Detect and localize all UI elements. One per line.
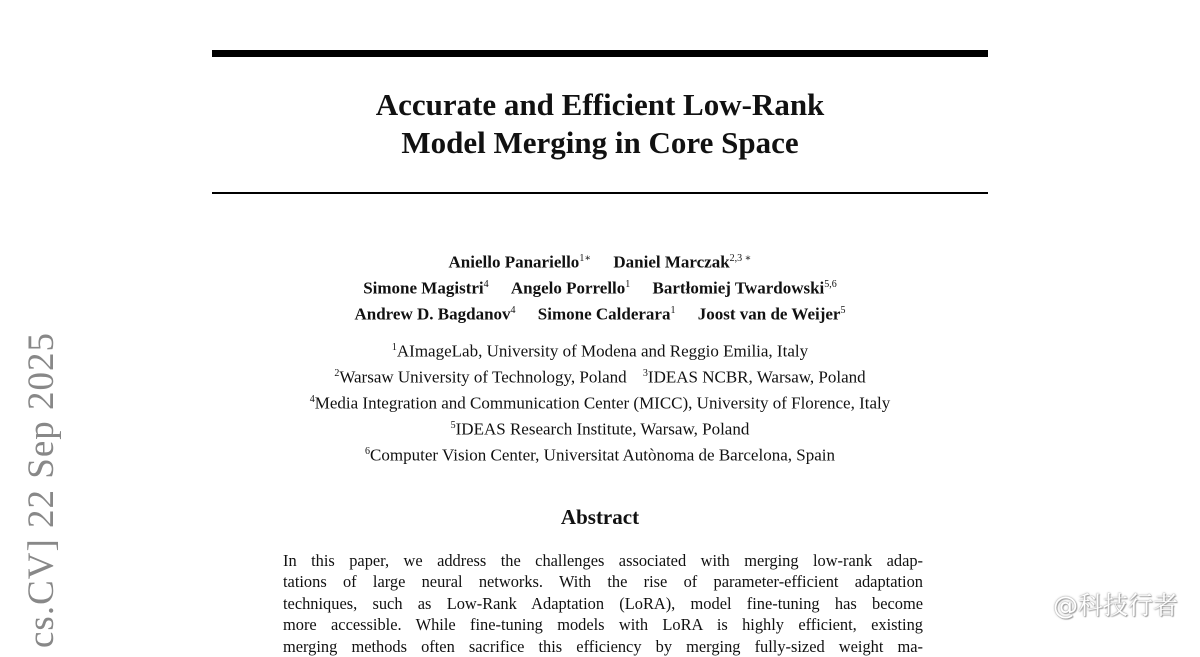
author: Andrew D. Bagdanov$^4$: [354, 304, 516, 324]
abstract-line: techniques, such as Low-Rank Adaptation (LoRA), model fine-tuning has become: [283, 593, 923, 613]
abstract-line: tations of large neural networks. With the rise of parameter-efficient adaptation: [283, 572, 923, 592]
title-line-1: Accurate and Efficient Low-Rank: [375, 87, 825, 122]
arxiv-identifier-stamp: cs.CV] 22 Sep 2025: [21, 331, 62, 648]
author: Simone Magistri$^4$: [363, 278, 489, 298]
affiliation-row: [212, 441, 988, 467]
affiliation: $^1$AImageLab, University of Modena and Reggio Emilia, Italy: [391, 341, 809, 361]
abstract-line: In this paper, we address the challenges associated with merging low-rank adap-: [283, 551, 923, 570]
author-row: [212, 248, 988, 274]
affiliation-row: [212, 363, 988, 389]
abstract-line: merging methods often sacrifice this efficiency by merging fully-sized weight ma-: [283, 636, 923, 656]
author: Simone Calderara$^1$: [537, 304, 676, 324]
author-row: [212, 274, 988, 300]
affiliation: $^6$Computer Vision Center, Universitat Autònoma de Barcelona, Spain: [365, 445, 835, 465]
affiliation-row: [212, 389, 988, 415]
author: Joost van de Weijer$^5$: [697, 304, 846, 324]
affiliation: $^4$Media Integration and Communication Center (MICC), University of Florence, Italy: [309, 393, 891, 413]
source-watermark: @科技行者: [1052, 591, 1178, 620]
abstract-heading: Abstract: [560, 505, 640, 529]
abstract-body: [283, 550, 923, 657]
author: Angelo Porrello$^1$: [510, 278, 631, 298]
affiliation: $^3$IDEAS NCBR, Warsaw, Poland: [642, 367, 866, 387]
abstract-line: more accessible. While fine-tuning models with LoRA is highly efficient, existing: [283, 615, 923, 635]
title-line-2: Model Merging in Core Space: [401, 125, 799, 160]
author-row: [212, 300, 988, 326]
affiliation: $^5$IDEAS Research Institute, Warsaw, Poland: [450, 419, 750, 439]
author-list: [212, 248, 988, 326]
author: Bartłomiej Twardowski$^{5,6}$: [652, 278, 837, 298]
paper-title: [212, 86, 988, 162]
title-top-rule: [212, 50, 988, 57]
author: Daniel Marczak$^{2,3 ∗}$: [613, 252, 752, 272]
affiliation-list: [212, 337, 988, 467]
affiliation-row: [212, 415, 988, 441]
affiliation-row: [212, 337, 988, 363]
affiliation: $^2$Warsaw University of Technology, Poland: [334, 367, 627, 387]
author: Aniello Panariello$^{1∗}$: [448, 252, 592, 272]
title-bottom-rule: [212, 192, 988, 194]
